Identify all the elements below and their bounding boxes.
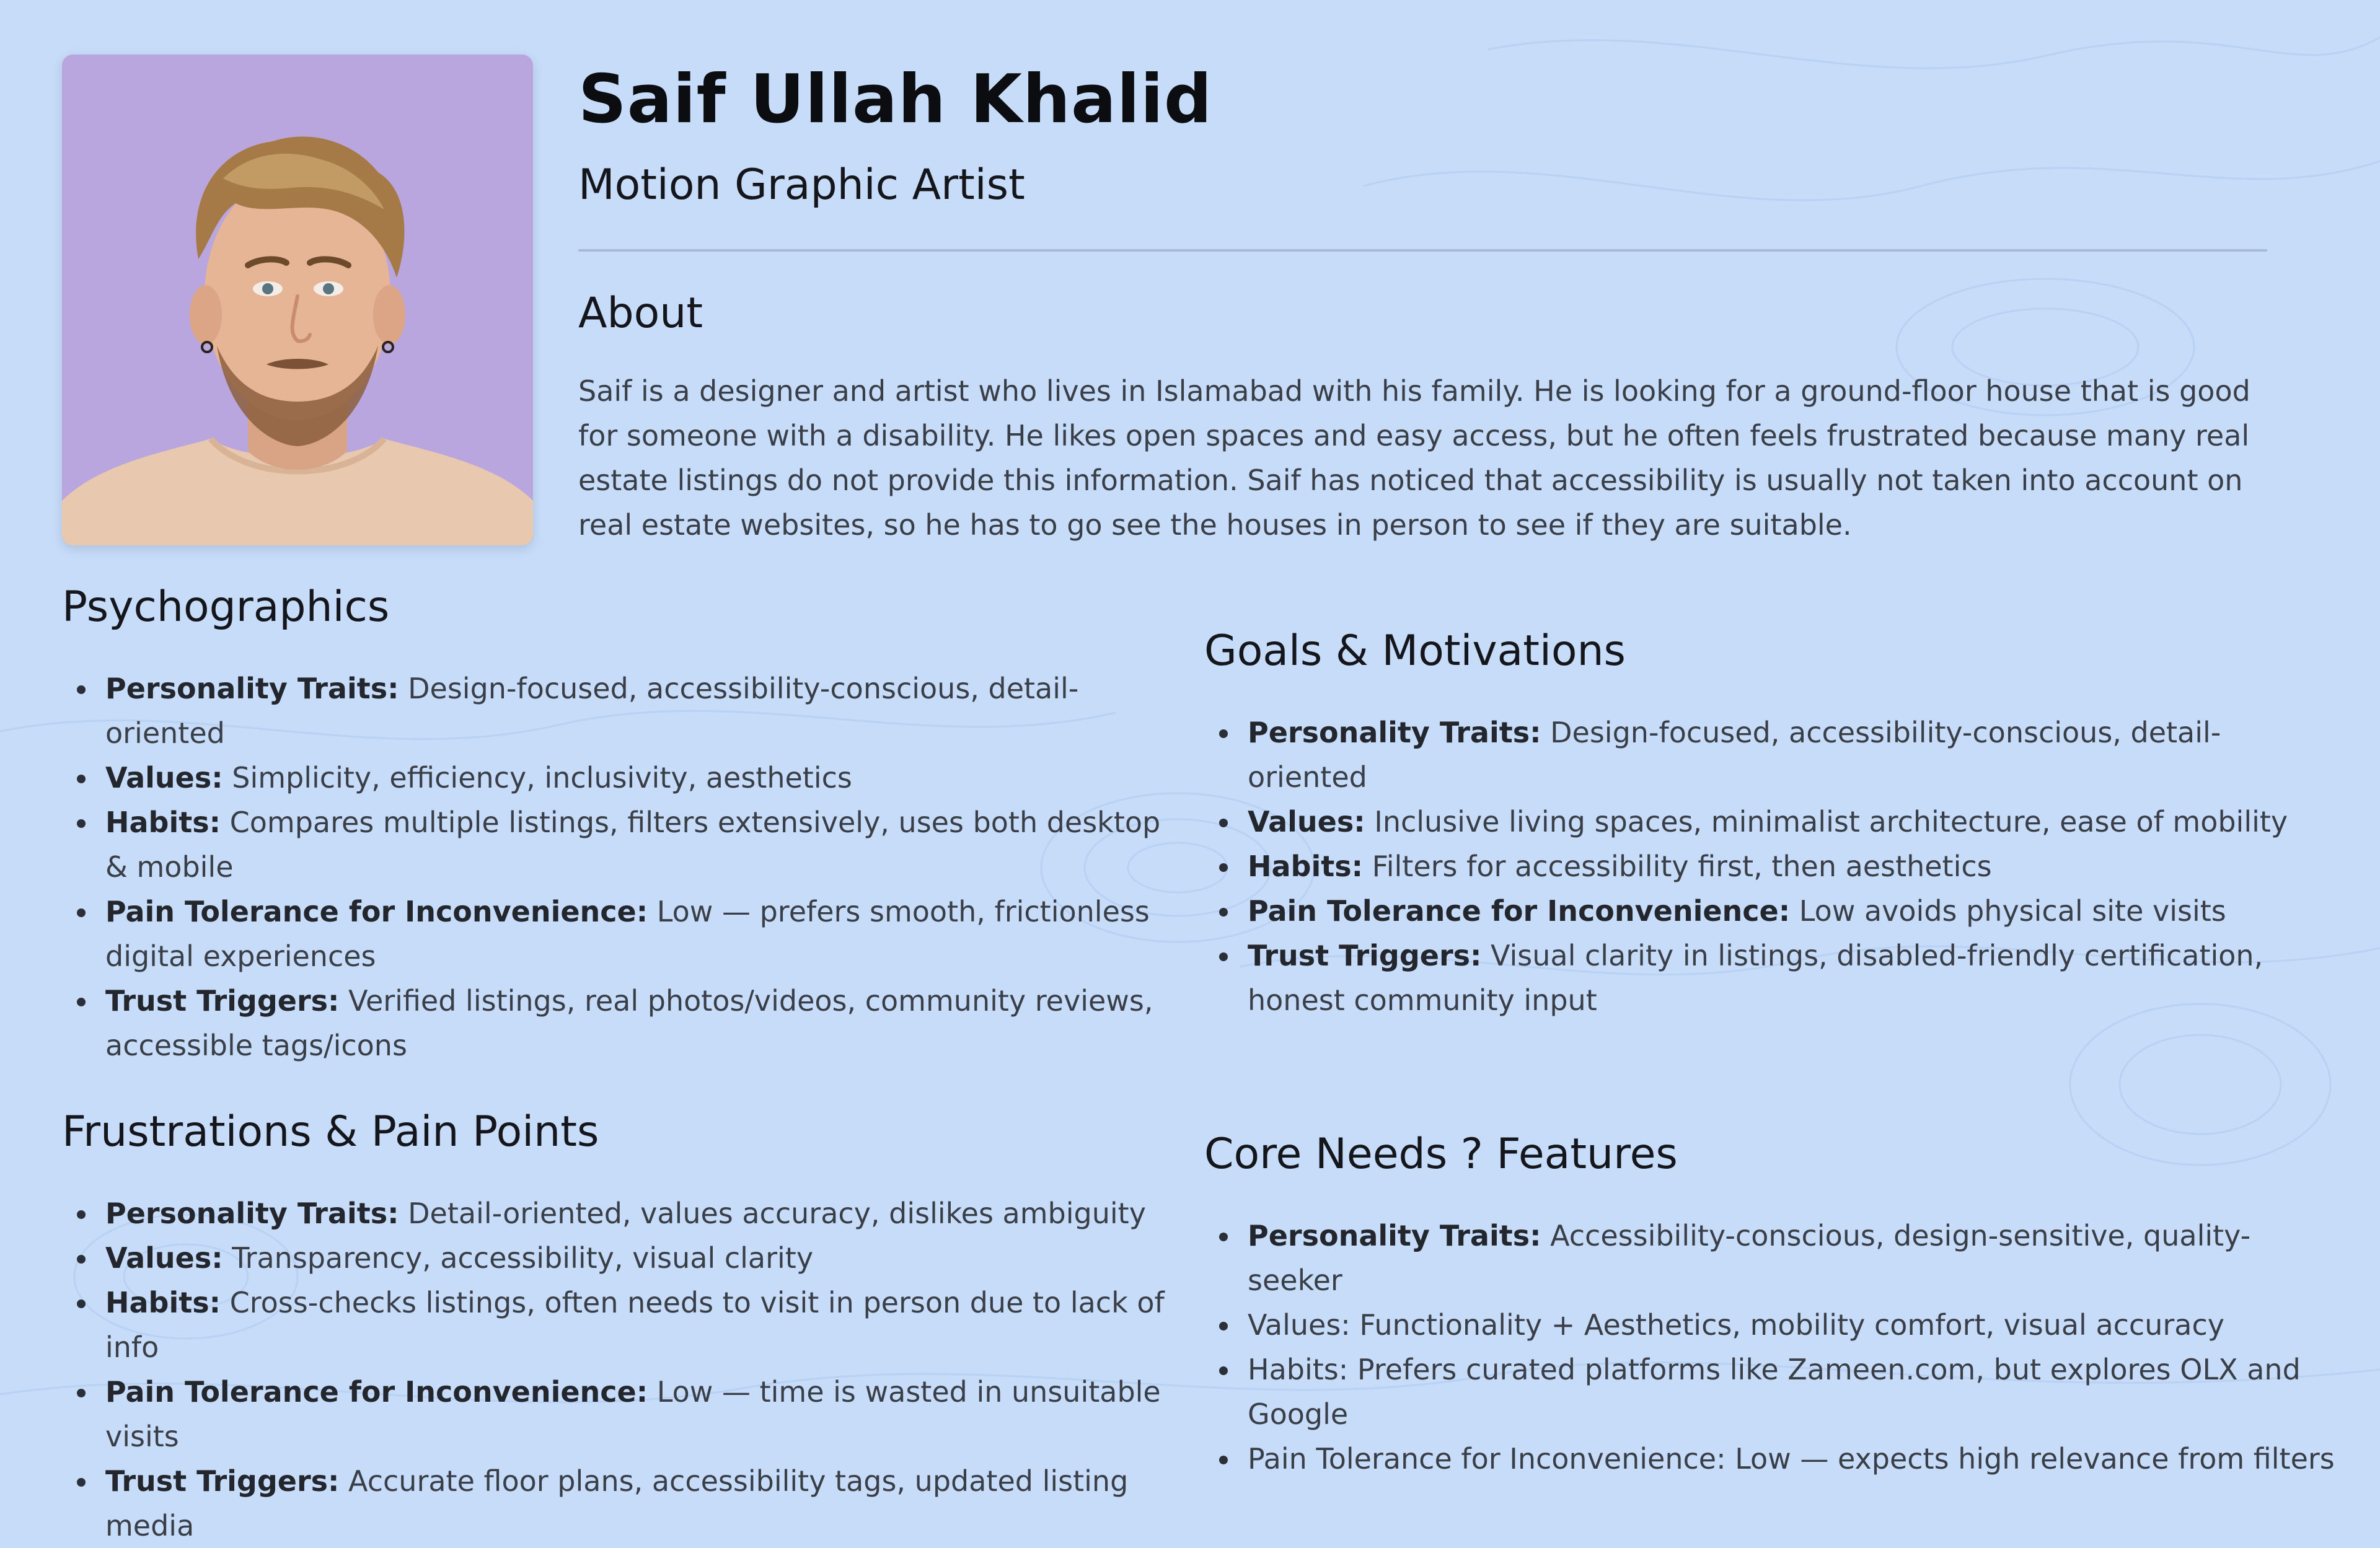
psychographics-section <box>62 581 1178 1068</box>
list-item: Habits: Filters for accessibility first, then aesthetics <box>1204 844 2338 889</box>
goals-list <box>1204 710 2338 1022</box>
persona-role: Motion Graphic Artist <box>578 161 1025 209</box>
core-needs-heading: Core Needs ? Features <box>1204 1130 1678 1179</box>
list-item: Habits: Prefers curated platforms like Zameen.com, but explores OLX and Google <box>1204 1347 2338 1436</box>
persona-name: Saif Ullah Khalid <box>578 61 1213 138</box>
about-text: Saif is a designer and artist who lives in Islamabad with his family. He is looking for a ground-floor house that is good for someone with a disability. He likes open spaces and easy access, but he often feels frustrated because many real estate listings do not provide this information. Saif has noticed that accessibility is usually not taken into account on real estate websites, so he has to go see the houses in person to see if they are suitable. <box>578 374 2250 542</box>
list-item: Trust Triggers: Accurate floor plans, accessibility tags, updated listing media <box>62 1459 1178 1548</box>
list-item: Values: Simplicity, efficiency, inclusivity, aesthetics <box>62 755 1178 800</box>
about-heading: About <box>578 289 703 338</box>
list-item: Trust Triggers: Verified listings, real photos/videos, community reviews, accessible tags/icons <box>62 978 1178 1068</box>
list-item: Personality Traits: Accessibility-conscious, design-sensitive, quality-seeker <box>1204 1213 2338 1303</box>
list-item: Habits: Cross-checks listings, often needs to visit in person due to lack of info <box>62 1280 1178 1370</box>
psychographics-heading: Psychographics <box>62 583 390 631</box>
list-item: Values: Functionality + Aesthetics, mobility comfort, visual accuracy <box>1204 1303 2338 1347</box>
list-item: Personality Traits: Design-focused, accessibility-conscious, detail-oriented <box>1204 710 2338 799</box>
list-item: Pain Tolerance for Inconvenience: Low — time is wasted in unsuitable visits <box>62 1370 1178 1459</box>
list-item: Pain Tolerance for Inconvenience: Low avoids physical site visits <box>1204 889 2338 933</box>
list-item: Personality Traits: Detail-oriented, values accuracy, dislikes ambiguity <box>62 1191 1178 1236</box>
list-item: Values: Inclusive living spaces, minimalist architecture, ease of mobility <box>1204 799 2338 844</box>
list-item: Pain Tolerance for Inconvenience: Low — prefers smooth, frictionless digital experiences <box>62 889 1178 978</box>
frustrations-list <box>62 1191 1178 1548</box>
core-needs-section <box>1204 1128 2338 1481</box>
frustrations-heading: Frustrations & Pain Points <box>62 1107 599 1156</box>
list-item: Personality Traits: Design-focused, accessibility-conscious, detail-oriented <box>62 666 1178 755</box>
goals-section <box>1204 625 2338 1022</box>
goals-heading: Goals & Motivations <box>1204 627 1626 675</box>
profile-photo <box>62 55 533 545</box>
psychographics-list <box>62 666 1178 1068</box>
list-item: Habits: Compares multiple listings, filters extensively, uses both desktop & mobile <box>62 800 1178 889</box>
list-item: Values: Transparency, accessibility, visual clarity <box>62 1236 1178 1280</box>
list-item: Trust Triggers: Visual clarity in listings, disabled-friendly certification, honest community input <box>1204 933 2338 1022</box>
list-item: Pain Tolerance for Inconvenience: Low — expects high relevance from filters <box>1204 1436 2338 1481</box>
core-needs-list <box>1204 1213 2338 1481</box>
header-divider <box>578 249 2267 252</box>
frustrations-section <box>62 1106 1178 1548</box>
portrait-illustration <box>62 55 533 545</box>
